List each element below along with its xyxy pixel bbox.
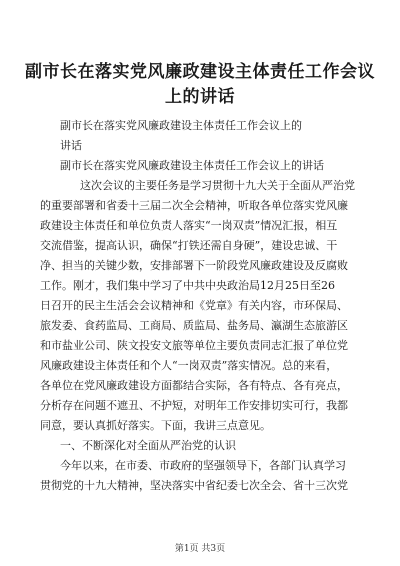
document-title: 副市长在落实党风廉政建设主体责任工作会议上的讲话 xyxy=(25,62,375,107)
body-line: 工作。刚才，我们集中学习了中共中央政治局12月25日至26 xyxy=(40,279,335,292)
body-line: 各单位在党风廉政建设方面都结合实际，各有特点、各有亮点， xyxy=(40,379,348,392)
subtitle-line-1: 副市长在落实党风廉政建设主体责任工作会议上的 xyxy=(60,119,302,132)
body-line: 政建设主体责任和单位负责人落实“一岗双责”情况汇报，相互 xyxy=(40,219,338,232)
body-line: 风廉政建设主体责任和个人“一岗双责”落实情况。总的来看， xyxy=(40,359,338,372)
body-line: 贯彻党的十九大精神，坚决落实中省纪委七次全会、省十三次党 xyxy=(40,479,348,492)
body-line: 这次会议的主要任务是学习贯彻十九大关于全面从严治党 xyxy=(80,179,355,192)
section-heading: 一、不断深化对全面从严治党的认识 xyxy=(60,439,236,452)
body-line: 日召开的民主生活会会议精神和《党章》有关内容，市环保局、 xyxy=(40,299,348,312)
body-line: 分析存在问题不遮丑、不护短，对明年工作安排切实可行，我都 xyxy=(40,399,348,412)
body-line: 净、担当的关键少数，安排部署下一阶段党风廉政建设及反腐败 xyxy=(40,259,348,272)
body-line: 交流借鉴，提高认识，确保“打铁还需自身硬”，建设忠诚、干 xyxy=(40,239,338,252)
body-line: 旅发委、食药监局、工商局、质监局、盐务局、瀛湖生态旅游区 xyxy=(40,319,348,332)
body-line: 同意，要认真抓好落实。下面，我讲三点意见。 xyxy=(40,419,271,432)
subtitle-line-2: 讲话 xyxy=(60,139,82,152)
body-line: 的重要部署和省委十三届二次全会精神，听取各单位落实党风廉 xyxy=(40,199,348,212)
body-line: 今年以来，在市委、市政府的坚强领导下，各部门认真学习 xyxy=(60,459,346,472)
page-footer: 第1页 共3页 xyxy=(174,544,226,554)
heading-line: 副市长在落实党风廉政建设主体责任工作会议上的讲话 xyxy=(60,159,324,172)
body-line: 和市盐业公司、陕文投安文旅等单位主要负责同志汇报了单位党 xyxy=(40,339,348,352)
